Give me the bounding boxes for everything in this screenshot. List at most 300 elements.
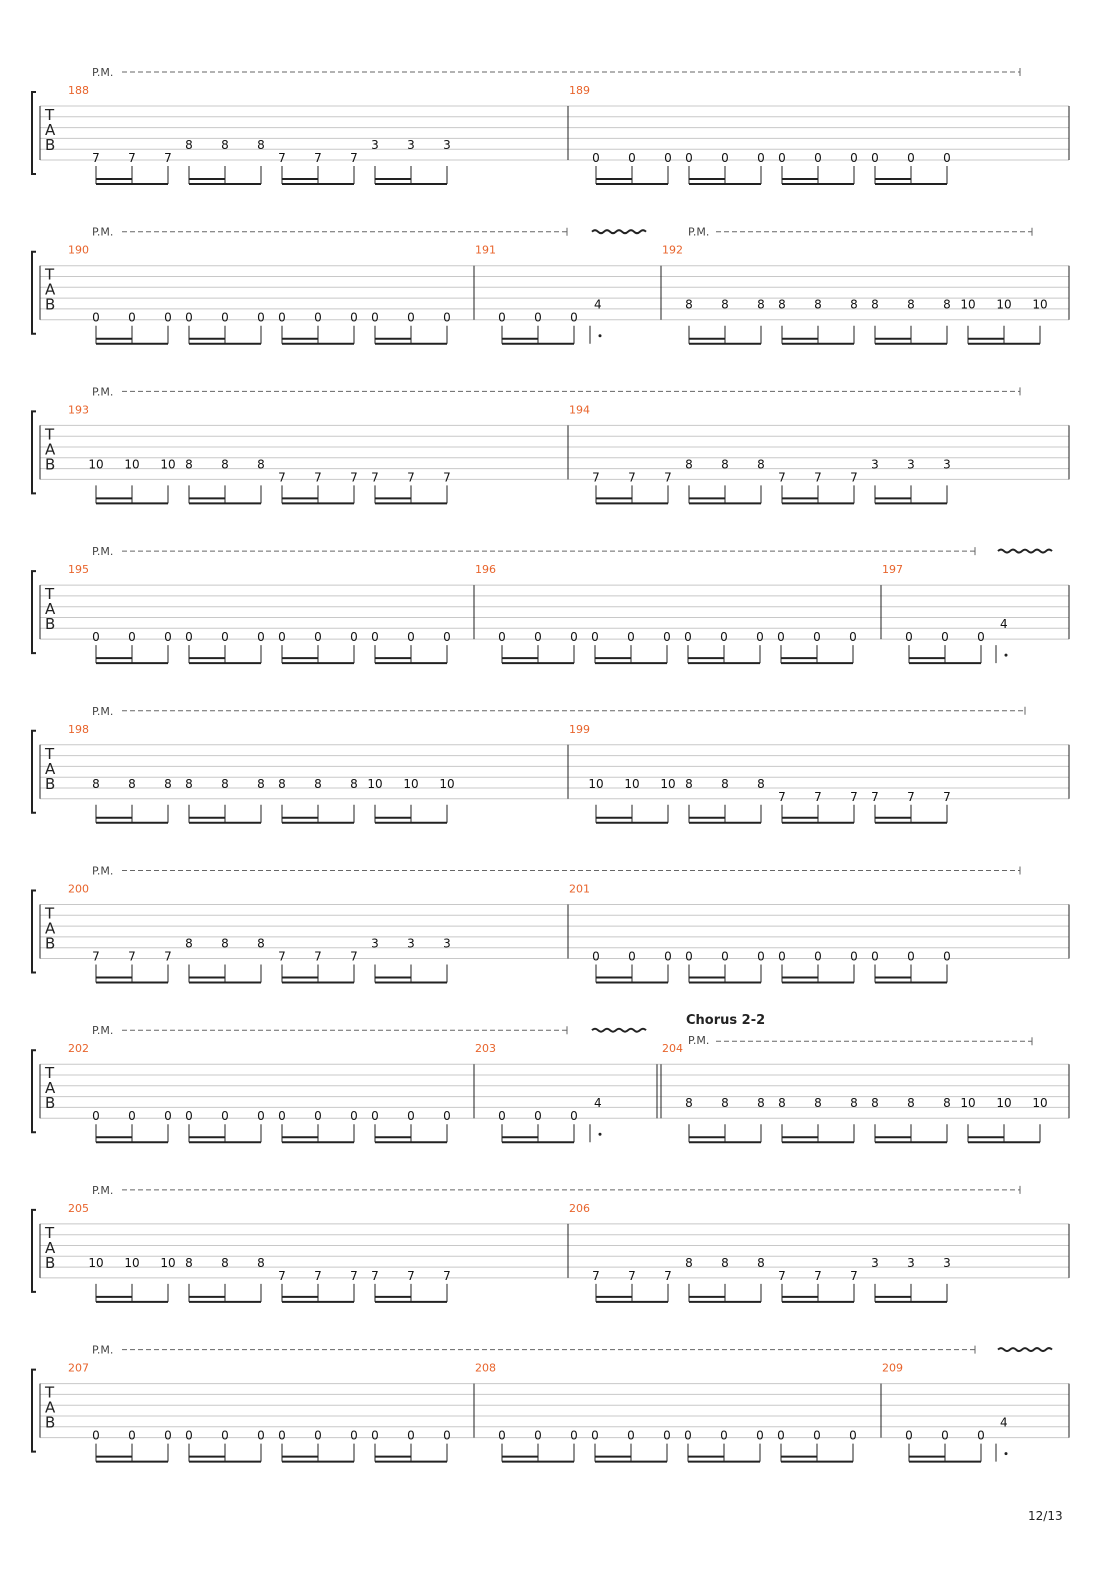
fret-number: 0 bbox=[498, 310, 506, 325]
fret-number: 8 bbox=[257, 776, 265, 791]
fret-number: 8 bbox=[721, 776, 729, 791]
fret-number: 0 bbox=[314, 310, 322, 325]
fret-number: 7 bbox=[664, 470, 672, 485]
fret-number: 0 bbox=[684, 630, 692, 645]
fret-number: 3 bbox=[943, 457, 951, 472]
fret-number: 0 bbox=[757, 151, 765, 165]
fret-number: 7 bbox=[314, 1268, 322, 1283]
fret-number: 8 bbox=[257, 138, 265, 152]
tab-clef-letter: T bbox=[45, 1383, 55, 1402]
system-bracket bbox=[32, 1370, 36, 1452]
page-number: 12/13 bbox=[1028, 1509, 1063, 1523]
fret-number: 0 bbox=[221, 1428, 229, 1443]
fret-number: 0 bbox=[278, 630, 286, 645]
measure-number: 205 bbox=[68, 1201, 89, 1215]
fret-number: 8 bbox=[314, 776, 322, 791]
measure-number: 196 bbox=[475, 563, 496, 577]
fret-number: 7 bbox=[664, 1268, 672, 1283]
fret-number: 0 bbox=[628, 949, 636, 964]
fret-number: 7 bbox=[164, 949, 172, 964]
fret-number: 8 bbox=[685, 457, 693, 472]
fret-number: 0 bbox=[128, 1109, 136, 1124]
tab-clef-letter: A bbox=[45, 1238, 56, 1257]
fret-number: 8 bbox=[685, 776, 693, 791]
fret-number: 8 bbox=[257, 457, 265, 472]
palm-mute-label: P.M. bbox=[688, 225, 710, 239]
fret-number: 8 bbox=[278, 776, 286, 791]
system-bracket bbox=[32, 891, 36, 973]
measure-number: 208 bbox=[475, 1361, 496, 1375]
fret-number: 0 bbox=[907, 151, 915, 165]
fret-number: 0 bbox=[350, 630, 358, 645]
palm-mute-label: P.M. bbox=[92, 545, 114, 559]
tab-clef-letter: A bbox=[45, 600, 56, 619]
measure-number: 198 bbox=[68, 722, 89, 736]
tab-clef-letter: B bbox=[45, 1413, 56, 1432]
fret-number: 0 bbox=[185, 630, 193, 645]
tab-clef-letter: A bbox=[45, 280, 56, 299]
fret-number: 7 bbox=[350, 470, 358, 485]
tab-clef-letter: T bbox=[45, 265, 55, 284]
fret-number: 0 bbox=[498, 1109, 506, 1124]
fret-number: 0 bbox=[185, 1428, 193, 1443]
fret-number: 10 bbox=[403, 776, 419, 791]
fret-number: 7 bbox=[314, 470, 322, 485]
measure-number: 203 bbox=[475, 1042, 496, 1056]
fret-number: 8 bbox=[907, 1096, 915, 1111]
fret-number: 0 bbox=[314, 630, 322, 645]
fret-number: 10 bbox=[124, 1255, 140, 1270]
fret-number: 10 bbox=[88, 1255, 104, 1270]
measure-number: 197 bbox=[882, 563, 903, 577]
fret-number: 3 bbox=[907, 457, 915, 472]
dot bbox=[599, 1133, 602, 1136]
tab-clef-letter: B bbox=[45, 136, 56, 154]
fret-number: 8 bbox=[757, 1096, 765, 1111]
fret-number: 0 bbox=[663, 1428, 671, 1443]
fret-number: 8 bbox=[221, 776, 229, 791]
fret-number: 8 bbox=[907, 297, 915, 312]
fret-number: 8 bbox=[185, 776, 193, 791]
vibrato-mark bbox=[998, 550, 1052, 553]
fret-number: 8 bbox=[721, 297, 729, 312]
fret-number: 3 bbox=[407, 138, 415, 152]
fret-number: 8 bbox=[814, 297, 822, 312]
tab-clef-letter: A bbox=[45, 759, 56, 778]
palm-mute-label: P.M. bbox=[92, 385, 114, 399]
fret-number: 0 bbox=[627, 630, 635, 645]
fret-number: 0 bbox=[943, 949, 951, 964]
fret-number: 7 bbox=[278, 151, 286, 165]
fret-number: 7 bbox=[350, 949, 358, 964]
palm-mute-label: P.M. bbox=[92, 1343, 114, 1357]
tab-clef-letter: B bbox=[45, 615, 56, 634]
system-bracket bbox=[32, 252, 36, 334]
palm-mute-label: P.M. bbox=[92, 1024, 114, 1038]
fret-number: 8 bbox=[185, 138, 193, 152]
fret-number: 3 bbox=[443, 138, 451, 152]
fret-number: 7 bbox=[871, 789, 879, 804]
fret-number: 0 bbox=[498, 1428, 506, 1443]
measure-number: 199 bbox=[569, 722, 590, 736]
fret-number: 0 bbox=[257, 310, 265, 325]
fret-number: 8 bbox=[185, 936, 193, 951]
fret-number: 8 bbox=[685, 297, 693, 312]
fret-number: 0 bbox=[849, 1428, 857, 1443]
fret-number: 7 bbox=[814, 1268, 822, 1283]
fret-number: 0 bbox=[591, 1428, 599, 1443]
measure-number: 209 bbox=[882, 1361, 903, 1375]
fret-number: 0 bbox=[813, 1428, 821, 1443]
fret-number: 8 bbox=[757, 457, 765, 472]
fret-number: 0 bbox=[850, 151, 858, 165]
fret-number: 0 bbox=[314, 1109, 322, 1124]
fret-number: 0 bbox=[592, 949, 600, 964]
palm-mute-label: P.M. bbox=[92, 864, 114, 878]
fret-number: 7 bbox=[778, 1268, 786, 1283]
fret-number: 0 bbox=[128, 1428, 136, 1443]
fret-number: 0 bbox=[592, 151, 600, 165]
fret-number: 8 bbox=[943, 297, 951, 312]
fret-number: 7 bbox=[92, 151, 100, 165]
fret-number: 0 bbox=[350, 1428, 358, 1443]
fret-number: 10 bbox=[624, 776, 640, 791]
fret-number: 8 bbox=[92, 776, 100, 791]
fret-number: 0 bbox=[591, 630, 599, 645]
measure-number: 194 bbox=[569, 403, 590, 417]
measure-number: 201 bbox=[569, 882, 590, 896]
fret-number: 0 bbox=[443, 630, 451, 645]
fret-number: 0 bbox=[371, 1428, 379, 1443]
fret-number: 0 bbox=[278, 1109, 286, 1124]
fret-number: 8 bbox=[721, 457, 729, 472]
fret-number: 0 bbox=[905, 1428, 913, 1443]
fret-number: 8 bbox=[185, 457, 193, 472]
measure-number: 190 bbox=[68, 243, 89, 257]
fret-number: 8 bbox=[221, 457, 229, 472]
tab-clef-letter: A bbox=[45, 121, 56, 139]
fret-number: 8 bbox=[221, 936, 229, 951]
fret-number: 0 bbox=[813, 630, 821, 645]
fret-number: 0 bbox=[92, 1428, 100, 1443]
fret-number: 0 bbox=[443, 310, 451, 325]
fret-number: 8 bbox=[757, 1255, 765, 1270]
fret-number: 7 bbox=[164, 151, 172, 165]
vibrato-mark bbox=[592, 1029, 646, 1032]
fret-number: 0 bbox=[627, 1428, 635, 1443]
fret-number: 8 bbox=[814, 1096, 822, 1111]
fret-number: 7 bbox=[371, 1268, 379, 1283]
system-bracket bbox=[32, 1210, 36, 1292]
system-bracket bbox=[32, 731, 36, 813]
fret-number: 0 bbox=[443, 1109, 451, 1124]
fret-number: 0 bbox=[849, 630, 857, 645]
fret-number: 0 bbox=[757, 949, 765, 964]
fret-number: 8 bbox=[685, 1096, 693, 1111]
fret-number: 8 bbox=[850, 1096, 858, 1111]
fret-number: 0 bbox=[350, 1109, 358, 1124]
fret-number: 10 bbox=[160, 1255, 176, 1270]
fret-number: 0 bbox=[628, 151, 636, 165]
fret-number: 0 bbox=[128, 630, 136, 645]
fret-number: 8 bbox=[943, 1096, 951, 1111]
fret-number: 0 bbox=[185, 310, 193, 325]
fret-number: 8 bbox=[757, 297, 765, 312]
fret-number: 0 bbox=[371, 1109, 379, 1124]
fret-number: 0 bbox=[407, 1109, 415, 1124]
fret-number: 7 bbox=[907, 789, 915, 804]
system-bracket bbox=[32, 571, 36, 653]
fret-number: 0 bbox=[534, 630, 542, 645]
fret-number: 4 bbox=[1000, 617, 1008, 632]
fret-number: 4 bbox=[594, 1096, 602, 1111]
fret-number: 7 bbox=[128, 151, 136, 165]
fret-number: 0 bbox=[570, 310, 578, 325]
fret-number: 8 bbox=[221, 138, 229, 152]
fret-number: 0 bbox=[570, 1428, 578, 1443]
fret-number: 8 bbox=[778, 297, 786, 312]
fret-number: 0 bbox=[907, 949, 915, 964]
tab-clef-letter: B bbox=[45, 295, 56, 314]
fret-number: 0 bbox=[164, 1428, 172, 1443]
fret-number: 0 bbox=[443, 1428, 451, 1443]
fret-number: 3 bbox=[407, 936, 415, 951]
tab-clef-letter: T bbox=[45, 904, 55, 923]
measure-number: 188 bbox=[68, 84, 89, 97]
tab-clef-letter: A bbox=[45, 1079, 56, 1098]
measure-number: 192 bbox=[662, 243, 683, 257]
measure-number: 193 bbox=[68, 403, 89, 417]
fret-number: 10 bbox=[960, 297, 976, 312]
dot bbox=[1005, 654, 1008, 657]
dot bbox=[1005, 1452, 1008, 1455]
fret-number: 0 bbox=[778, 949, 786, 964]
system-bracket bbox=[32, 92, 36, 174]
tab-clef-letter: T bbox=[45, 744, 55, 763]
fret-number: 7 bbox=[814, 470, 822, 485]
measure-number: 191 bbox=[475, 243, 496, 257]
fret-number: 0 bbox=[814, 151, 822, 165]
fret-number: 0 bbox=[278, 1428, 286, 1443]
fret-number: 8 bbox=[721, 1096, 729, 1111]
fret-number: 7 bbox=[850, 470, 858, 485]
fret-number: 0 bbox=[350, 310, 358, 325]
fret-number: 0 bbox=[371, 630, 379, 645]
fret-number: 0 bbox=[278, 310, 286, 325]
fret-number: 0 bbox=[756, 630, 764, 645]
fret-number: 0 bbox=[664, 151, 672, 165]
fret-number: 7 bbox=[314, 151, 322, 165]
fret-number: 8 bbox=[871, 1096, 879, 1111]
fret-number: 0 bbox=[664, 949, 672, 964]
fret-number: 8 bbox=[685, 1255, 693, 1270]
fret-number: 8 bbox=[221, 1255, 229, 1270]
fret-number: 10 bbox=[88, 457, 104, 472]
fret-number: 0 bbox=[941, 630, 949, 645]
fret-number: 0 bbox=[498, 630, 506, 645]
tab-clef-letter: B bbox=[45, 774, 56, 793]
fret-number: 3 bbox=[871, 457, 879, 472]
fret-number: 8 bbox=[257, 1255, 265, 1270]
fret-number: 0 bbox=[164, 630, 172, 645]
fret-number: 0 bbox=[685, 949, 693, 964]
fret-number: 0 bbox=[720, 1428, 728, 1443]
fret-number: 10 bbox=[1032, 297, 1048, 312]
dot bbox=[599, 334, 602, 337]
fret-number: 0 bbox=[570, 1109, 578, 1124]
measure-number: 207 bbox=[68, 1361, 89, 1375]
fret-number: 10 bbox=[588, 776, 604, 791]
fret-number: 0 bbox=[905, 630, 913, 645]
fret-number: 0 bbox=[777, 630, 785, 645]
tab-clef-letter: B bbox=[45, 1094, 56, 1113]
fret-number: 0 bbox=[221, 310, 229, 325]
tab-clef-letter: T bbox=[45, 1064, 55, 1083]
fret-number: 7 bbox=[850, 789, 858, 804]
tab-clef-letter: A bbox=[45, 919, 56, 938]
tab-clef-letter: T bbox=[45, 425, 55, 444]
fret-number: 8 bbox=[871, 297, 879, 312]
fret-number: 0 bbox=[257, 630, 265, 645]
fret-number: 7 bbox=[592, 1268, 600, 1283]
measure-number: 202 bbox=[68, 1042, 89, 1056]
fret-number: 0 bbox=[92, 630, 100, 645]
fret-number: 0 bbox=[720, 630, 728, 645]
fret-number: 8 bbox=[721, 1255, 729, 1270]
fret-number: 0 bbox=[850, 949, 858, 964]
fret-number: 8 bbox=[128, 776, 136, 791]
fret-number: 7 bbox=[778, 789, 786, 804]
palm-mute-label: P.M. bbox=[92, 704, 114, 718]
fret-number: 0 bbox=[778, 151, 786, 165]
tab-clef-letter: A bbox=[45, 1398, 56, 1417]
measure-number: 189 bbox=[569, 84, 590, 97]
fret-number: 0 bbox=[92, 1109, 100, 1124]
fret-number: 8 bbox=[185, 1255, 193, 1270]
fret-number: 0 bbox=[221, 1109, 229, 1124]
tab-clef-letter: T bbox=[45, 585, 55, 604]
tab-clef-letter: T bbox=[45, 106, 55, 124]
fret-number: 0 bbox=[777, 1428, 785, 1443]
fret-number: 3 bbox=[371, 138, 379, 152]
fret-number: 3 bbox=[871, 1255, 879, 1270]
fret-number: 7 bbox=[278, 470, 286, 485]
fret-number: 10 bbox=[160, 457, 176, 472]
fret-number: 7 bbox=[350, 1268, 358, 1283]
fret-number: 10 bbox=[439, 776, 455, 791]
system-bracket bbox=[32, 411, 36, 493]
fret-number: 7 bbox=[443, 470, 451, 485]
vibrato-mark bbox=[592, 230, 646, 233]
fret-number: 0 bbox=[756, 1428, 764, 1443]
fret-number: 4 bbox=[1000, 1415, 1008, 1430]
fret-number: 7 bbox=[943, 789, 951, 804]
fret-number: 7 bbox=[850, 1268, 858, 1283]
fret-number: 0 bbox=[164, 310, 172, 325]
palm-mute-label: P.M. bbox=[92, 225, 114, 239]
measure-number: 204 bbox=[662, 1042, 683, 1056]
fret-number: 10 bbox=[1032, 1096, 1048, 1111]
fret-number: 0 bbox=[534, 1428, 542, 1443]
fret-number: 10 bbox=[124, 457, 140, 472]
fret-number: 0 bbox=[663, 630, 671, 645]
fret-number: 3 bbox=[943, 1255, 951, 1270]
vibrato-mark bbox=[998, 1348, 1052, 1351]
fret-number: 0 bbox=[570, 630, 578, 645]
fret-number: 0 bbox=[407, 630, 415, 645]
fret-number: 0 bbox=[407, 310, 415, 325]
fret-number: 7 bbox=[778, 470, 786, 485]
fret-number: 0 bbox=[943, 151, 951, 165]
fret-number: 7 bbox=[443, 1268, 451, 1283]
fret-number: 10 bbox=[996, 1096, 1012, 1111]
fret-number: 0 bbox=[871, 949, 879, 964]
section-title: Chorus 2-2 bbox=[686, 1013, 766, 1029]
tab-clef-letter: A bbox=[45, 440, 56, 459]
fret-number: 8 bbox=[350, 776, 358, 791]
fret-number: 0 bbox=[534, 1109, 542, 1124]
system-bracket bbox=[32, 1050, 36, 1132]
fret-number: 8 bbox=[850, 297, 858, 312]
fret-number: 8 bbox=[257, 936, 265, 951]
fret-number: 0 bbox=[314, 1428, 322, 1443]
fret-number: 4 bbox=[594, 297, 602, 312]
measure-number: 200 bbox=[68, 882, 89, 896]
measure-number: 206 bbox=[569, 1201, 590, 1215]
fret-number: 7 bbox=[278, 1268, 286, 1283]
fret-number: 7 bbox=[407, 470, 415, 485]
fret-number: 0 bbox=[407, 1428, 415, 1443]
fret-number: 0 bbox=[977, 630, 985, 645]
fret-number: 0 bbox=[685, 151, 693, 165]
fret-number: 7 bbox=[278, 949, 286, 964]
tab-clef-letter: B bbox=[45, 1253, 56, 1272]
fret-number: 7 bbox=[628, 1268, 636, 1283]
fret-number: 7 bbox=[371, 470, 379, 485]
fret-number: 10 bbox=[660, 776, 676, 791]
fret-number: 7 bbox=[407, 1268, 415, 1283]
fret-number: 10 bbox=[996, 297, 1012, 312]
tab-clef-letter: B bbox=[45, 934, 56, 953]
palm-mute-label: P.M. bbox=[92, 66, 114, 79]
fret-number: 0 bbox=[164, 1109, 172, 1124]
palm-mute-label: P.M. bbox=[688, 1034, 710, 1048]
fret-number: 3 bbox=[907, 1255, 915, 1270]
fret-number: 0 bbox=[534, 310, 542, 325]
fret-number: 7 bbox=[128, 949, 136, 964]
fret-number: 0 bbox=[684, 1428, 692, 1443]
palm-mute-label: P.M. bbox=[92, 1183, 114, 1197]
fret-number: 0 bbox=[128, 310, 136, 325]
fret-number: 0 bbox=[941, 1428, 949, 1443]
fret-number: 10 bbox=[960, 1096, 976, 1111]
fret-number: 0 bbox=[977, 1428, 985, 1443]
tab-clef-letter: B bbox=[45, 455, 56, 474]
fret-number: 7 bbox=[814, 789, 822, 804]
fret-number: 0 bbox=[257, 1428, 265, 1443]
fret-number: 0 bbox=[814, 949, 822, 964]
fret-number: 7 bbox=[350, 151, 358, 165]
fret-number: 10 bbox=[367, 776, 383, 791]
fret-number: 3 bbox=[443, 936, 451, 951]
fret-number: 0 bbox=[257, 1109, 265, 1124]
fret-number: 0 bbox=[721, 151, 729, 165]
fret-number: 0 bbox=[221, 630, 229, 645]
measure-number: 195 bbox=[68, 563, 89, 577]
fret-number: 0 bbox=[92, 310, 100, 325]
fret-number: 7 bbox=[628, 470, 636, 485]
fret-number: 0 bbox=[871, 151, 879, 165]
